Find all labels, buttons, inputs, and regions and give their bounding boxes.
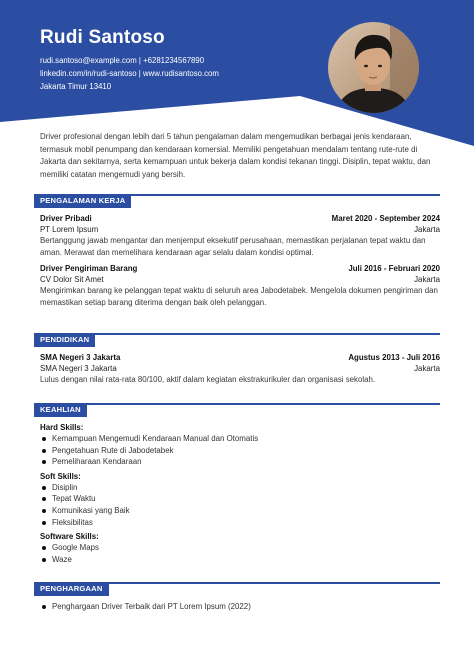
job-company: CV Dolor Sit Amet (40, 275, 104, 284)
skills-list-software (42, 542, 440, 565)
skill-item: Tepat Waktu (42, 493, 440, 505)
skills-list-soft (42, 482, 440, 528)
section-title-skills: KEAHLIAN (34, 403, 87, 417)
section-awards (34, 582, 440, 616)
candidate-name: Rudi Santoso (40, 27, 165, 48)
section-header (34, 194, 440, 208)
skills-group-label: Hard Skills: (40, 423, 84, 432)
skill-item: Pemeliharaan Kendaraan (42, 456, 440, 468)
professional-summary: Driver profesional dengan lebih dari 5 tahun pengalaman dalam mengemudikan berbagai jenis kendaraan, termasuk mobil penumpang dan kendaraan komersial. Memiliki pengetahuan mendalam tentang rute-rute di Jakarta dan sekitarnya, serta kemampuan untuk bekerja dalam kondisi tekanan tinggi. Disiplin, tepat waktu, dan memiliki catatan mengemudi yang bersih. (40, 132, 431, 180)
skills-group-label: Soft Skills: (40, 471, 81, 481)
section-experience (34, 194, 440, 313)
education-location: Jakarta (414, 364, 440, 373)
job-description: Mengirimkan barang ke pelanggan tepat waktu di seluruh area Jabodetabek. Mengelola dokumen pengiriman dan memastikan setiap barang diterima dengan baik oleh pelanggan. (40, 286, 438, 307)
section-title-education: PENDIDIKAN (34, 333, 95, 347)
contact-address: Jakarta Timur 13410 (40, 82, 112, 91)
job-location: Jakarta (414, 275, 440, 284)
job-role: Driver Pengiriman Barang (40, 264, 138, 273)
skill-item: Fleksibilitas (42, 517, 440, 529)
skill-item: Disiplin (42, 482, 440, 494)
job-dates: Maret 2020 - September 2024 (331, 214, 440, 223)
section-header (34, 582, 440, 596)
section-title-awards: PENGHARGAAN (34, 582, 109, 596)
skill-item: Pengetahuan Rute di Jabodetabek (42, 445, 440, 457)
skill-item: Google Maps (42, 542, 440, 554)
skills-group-label: Software Skills: (40, 532, 99, 542)
education-dates: Agustus 2013 - Juli 2016 (348, 353, 440, 362)
job-location: Jakarta (414, 225, 440, 234)
education-program: SMA Negeri 3 Jakarta (40, 364, 117, 373)
skills-list-hard (42, 433, 440, 468)
section-skills (34, 403, 440, 568)
section-title-experience: PENGALAMAN KERJA (34, 194, 131, 208)
award-item: Penghargaan Driver Terbaik dari PT Lorem Ipsum (2022) (42, 601, 440, 613)
section-header (34, 333, 440, 347)
job-role: Driver Pribadi (40, 214, 92, 223)
contact-links: linkedin.com/in/rudi-santoso | www.rudisantoso.com (40, 69, 219, 78)
section-education (34, 333, 440, 391)
experience-entry (40, 213, 440, 258)
job-description: Bertanggung jawab mengantar dan menjemput eksekutif perusahaan, memastikan perjalanan tepat waktu dan aman. Merawat dan memelihara kendaraan agar selalu dalam kondisi optimal. (40, 236, 426, 257)
job-company: PT Lorem Ipsum (40, 225, 99, 234)
education-description: Lulus dengan nilai rata-rata 80/100, aktif dalam kegiatan ekstrakurikuler dan organisasi sekolah. (40, 375, 376, 384)
section-divider (34, 403, 440, 405)
skill-item: Komunikasi yang Baik (42, 505, 440, 517)
skill-item: Waze (42, 554, 440, 566)
header-contact-block (40, 27, 219, 93)
experience-entry (40, 263, 440, 308)
school-name: SMA Negeri 3 Jakarta (40, 353, 121, 362)
job-dates: Juli 2016 - Februari 2020 (348, 264, 440, 273)
education-entry (40, 352, 440, 386)
contact-email-phone: rudi.santoso@example.com | +6281234567890 (40, 56, 205, 65)
profile-photo-illustration (328, 22, 419, 113)
section-header (34, 403, 440, 417)
awards-list (42, 601, 440, 613)
skill-item: Kemampuan Mengemudi Kendaraan Manual dan Otomatis (42, 433, 440, 445)
profile-photo (328, 22, 419, 113)
